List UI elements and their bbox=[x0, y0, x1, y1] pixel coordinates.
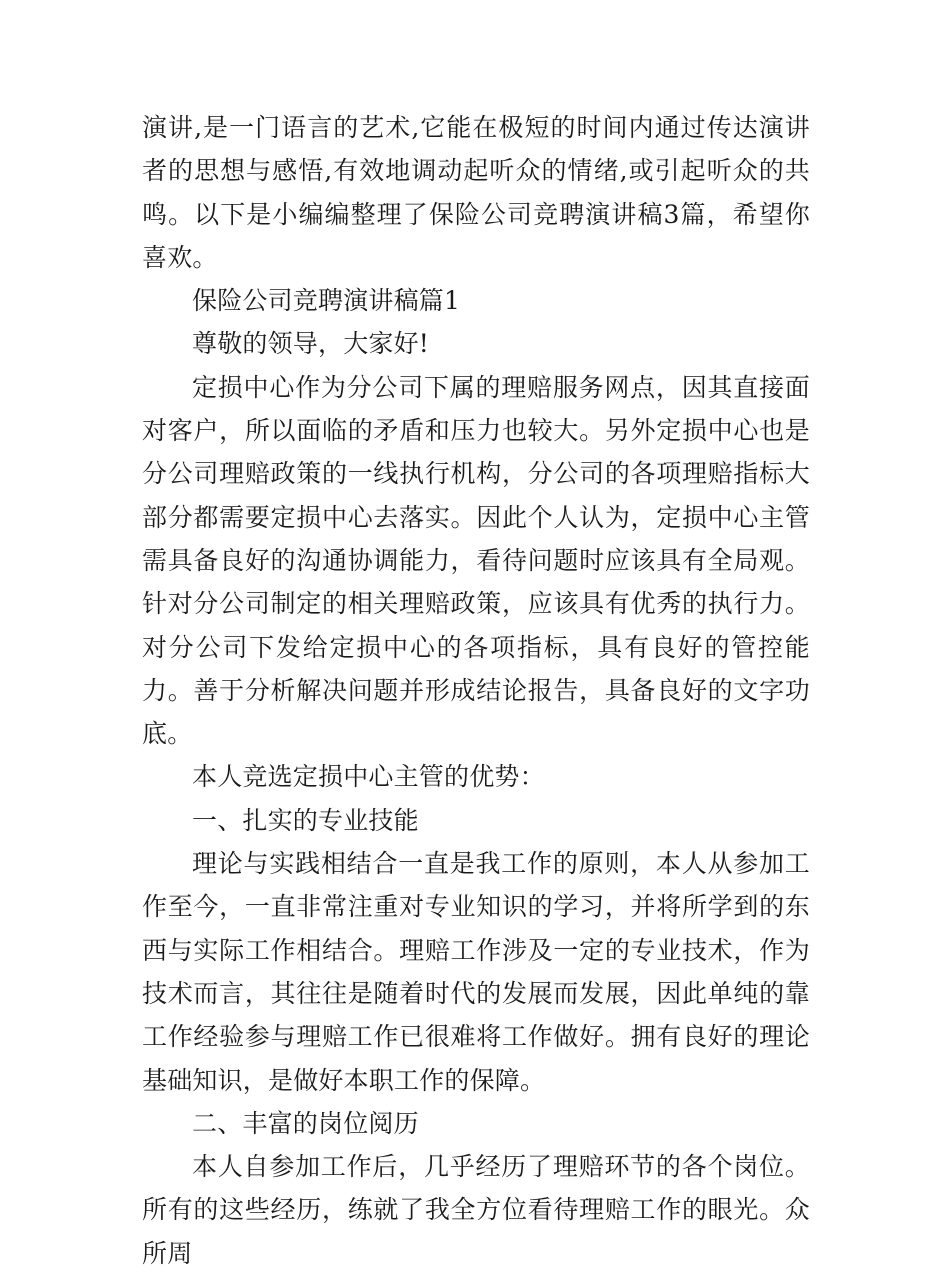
body-paragraph-2: 理论与实践相结合一直是我工作的原则，本人从参加工作至今，一直非常注重对专业知识的学习，并将所学到的东西与实际工作相结合。理赔工作涉及一定的专业技术，作为技术而言，其往往是随着时代的发展而发展，因此单纯的靠工作经验参与理赔工作已很难将工作做好。拥有良好的理论基础知识，是做好本职工作的保障。 bbox=[142, 849, 810, 1095]
intro-paragraph: 演讲,是一门语言的艺术,它能在极短的时间内通过传达演讲者的思想与感悟,有效地调动起听众的情绪,或引起听众的共鸣。以下是小编编整理了保险公司竞聘演讲稿3篇，希望你喜欢。 bbox=[142, 113, 810, 272]
section-title: 保险公司竞聘演讲稿篇1 bbox=[192, 286, 461, 316]
point-1-heading: 一、扎实的专业技能 bbox=[192, 805, 419, 835]
body-paragraph-3: 本人自参加工作后，几乎经历了理赔环节的各个岗位。所有的这些经历，练就了我全方位看待理赔工作的眼光。众所周 bbox=[142, 1152, 810, 1268]
document-body bbox=[142, 106, 810, 1275]
point-2-heading: 二、丰富的岗位阅历 bbox=[192, 1108, 419, 1138]
greeting-line: 尊敬的领导，大家好! bbox=[192, 329, 430, 359]
advantages-heading: 本人竞选定损中心主管的优势： bbox=[192, 762, 545, 792]
body-paragraph-1: 定损中心作为分公司下属的理赔服务网点，因其直接面对客户，所以面临的矛盾和压力也较大。另外定损中心也是分公司理赔政策的一线执行机构，分公司的各项理赔指标大部分都需要定损中心去落实。因此个人认为，定损中心主管需具备良好的沟通协调能力，看待问题时应该具有全局观。针对分公司制定的相关理赔政策，应该具有优秀的执行力。对分公司下发给定损中心的各项指标，具有良好的管控能力。善于分析解决问题并形成结论报告，具备良好的文字功底。 bbox=[142, 372, 810, 749]
